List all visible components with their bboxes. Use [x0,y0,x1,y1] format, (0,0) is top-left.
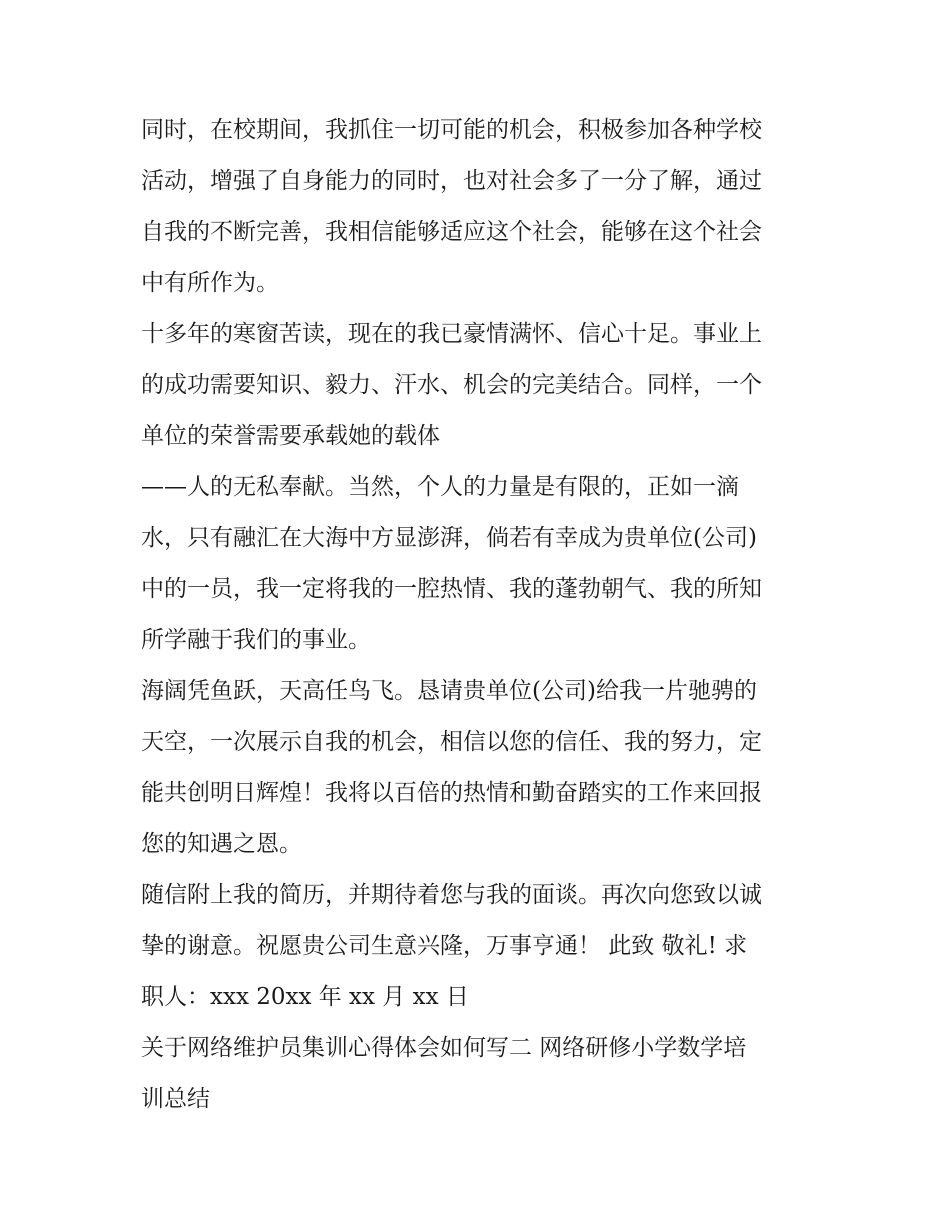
text-line: 自我的不断完善，我相信能够适应这个社会，能够在这个社会 [141,219,762,245]
text-line: 职人：xxx 20xx 年 xx 月 xx 日 [141,984,469,1010]
text-line: 十多年的寒窗苦读，现在的我已豪情满怀、信心十足。事业上 [141,321,762,347]
text-line: 同时，在校期间，我抓住一切可能的机会，积极参加各种学校 [141,117,762,143]
text-line: 的成功需要知识、毅力、汗水、机会的完美结合。同样，一个 [141,372,762,398]
text-line: 单位的荣誉需要承载她的载体 [141,423,440,449]
text-line: 中的一员，我一定将我的一腔热情、我的蓬勃朝气、我的所知 [141,576,762,602]
text-line: 中有所作为。 [141,270,279,296]
text-line: 所学融于我们的事业。 [141,627,371,653]
text-line: 海阔凭鱼跃，天高任鸟飞。恳请贵单位(公司)给我一片驰骋的 [141,678,757,704]
text-line: 训总结 [141,1086,210,1112]
text-line: 挚的谢意。祝愿贵公司生意兴隆，万事亨通！ 此致 敬礼! 求 [141,933,748,959]
document-body [141,105,821,1125]
text-line: 关于网络维护员集训心得体会如何写二 网络研修小学数学培 [141,1035,747,1061]
text-line: 您的知遇之恩。 [141,831,302,857]
text-line: ——人的无私奉献。当然，个人的力量是有限的，正如一滴 [141,474,739,500]
text-line: 活动，增强了自身能力的同时，也对社会多了一分了解，通过 [141,168,762,194]
text-line: 能共创明日辉煌！我将以百倍的热情和勤奋踏实的工作来回报 [141,780,762,806]
text-line: 随信附上我的简历，并期待着您与我的面谈。再次向您致以诚 [141,882,762,908]
text-line: 天空，一次展示自我的机会，相信以您的信任、我的努力，定 [141,729,762,755]
text-line: 水，只有融汇在大海中方显澎湃，倘若有幸成为贵单位(公司) [141,525,757,551]
